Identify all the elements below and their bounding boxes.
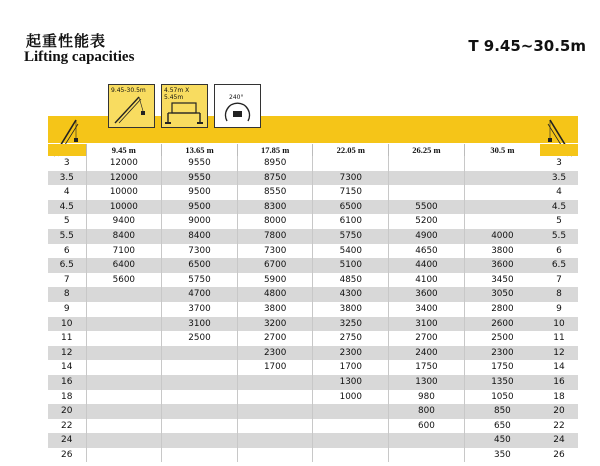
capacity-cell xyxy=(313,419,389,434)
capacity-cell: 6500 xyxy=(162,258,238,273)
table-row xyxy=(48,156,578,171)
capacity-cell: 650 xyxy=(464,419,540,434)
radius-cell-right: 3.5 xyxy=(540,171,578,186)
radius-cell-left: 10 xyxy=(48,317,86,332)
capacity-cell xyxy=(86,448,162,463)
capacity-cell xyxy=(86,360,162,375)
table-row xyxy=(48,360,578,375)
radius-cell-right: 18 xyxy=(553,391,565,402)
capacity-cell: 12000 xyxy=(86,156,162,171)
capacity-cell: 2300 xyxy=(313,346,389,361)
capacity-cell: 5750 xyxy=(313,229,389,244)
radius-cell-left: 4 xyxy=(63,187,70,198)
title-en: Lifting capacities xyxy=(24,49,135,65)
radius-cell-left: 8 xyxy=(48,287,86,302)
capacity-cell: 450 xyxy=(464,433,540,448)
table-row xyxy=(48,448,578,463)
capacity-cell xyxy=(162,360,238,375)
capacity-cell: 3250 xyxy=(313,317,389,332)
capacity-cell: 1700 xyxy=(237,360,313,375)
capacity-cell: 3800 xyxy=(464,244,540,259)
capacity-cell xyxy=(389,448,465,463)
radius-cell-right: 10 xyxy=(540,317,578,332)
capacity-cell: 3700 xyxy=(162,302,238,317)
radius-cell-left: 16 xyxy=(48,375,86,390)
capacity-cell xyxy=(389,171,465,186)
capacity-cell: 600 xyxy=(389,419,465,434)
capacity-cell xyxy=(86,331,162,346)
capacity-cell: 2400 xyxy=(389,346,465,361)
capacity-cell: 1700 xyxy=(313,360,389,375)
capacity-cell: 6700 xyxy=(237,258,313,273)
capacity-cell xyxy=(162,433,238,448)
radius-cell-right: 20 xyxy=(540,404,578,419)
radius-cell-left: 9 xyxy=(63,303,70,314)
capacity-cell: 3450 xyxy=(464,273,540,288)
capacity-cell: 4900 xyxy=(389,229,465,244)
table-row xyxy=(48,302,578,317)
capacity-cell: 3800 xyxy=(313,302,389,317)
capacity-cell xyxy=(162,375,238,390)
capacity-cell xyxy=(86,375,162,390)
capacity-cell xyxy=(237,433,313,448)
radius-header-right xyxy=(540,144,578,156)
capacity-cell: 8000 xyxy=(237,214,313,229)
radius-cell-left: 14 xyxy=(61,362,73,373)
radius-cell-left: 3 xyxy=(63,158,70,168)
boom-length-label: 9.45-30.5m xyxy=(111,87,146,94)
capacity-cell: 7800 xyxy=(237,229,313,244)
radius-cell-right: 12 xyxy=(540,346,578,361)
capacity-cell xyxy=(86,433,162,448)
capacity-cell xyxy=(237,390,313,405)
capacity-cell xyxy=(389,156,465,171)
capacity-cell: 10000 xyxy=(86,185,162,200)
capacity-cell: 1750 xyxy=(389,360,465,375)
rotation-label: 240° xyxy=(229,94,244,101)
capacity-cell: 9550 xyxy=(162,171,238,186)
capacity-cell: 2700 xyxy=(237,331,313,346)
table-row xyxy=(48,419,578,434)
radius-cell-left: 22 xyxy=(61,420,73,431)
capacity-cell: 5500 xyxy=(389,200,465,215)
capacity-cell: 3200 xyxy=(237,317,313,332)
capacity-cell: 7300 xyxy=(162,244,238,259)
capacity-cell: 1750 xyxy=(464,360,540,375)
capacity-cell: 5900 xyxy=(237,273,313,288)
table-row xyxy=(48,200,578,215)
radius-cell-left: 5 xyxy=(63,216,70,227)
radius-cell-left: 11 xyxy=(61,333,73,344)
capacity-cell: 2750 xyxy=(313,331,389,346)
table-row xyxy=(48,229,578,244)
capacity-cell: 6400 xyxy=(86,258,162,273)
capacity-cell xyxy=(86,302,162,317)
table-row xyxy=(48,331,578,346)
capacity-cell: 3050 xyxy=(464,287,540,302)
capacity-cell xyxy=(162,390,238,405)
capacity-cell: 1350 xyxy=(464,375,540,390)
radius-cell-right: 11 xyxy=(553,333,565,344)
capacity-cell xyxy=(464,185,540,200)
capacity-cell xyxy=(86,390,162,405)
capacity-cell: 7300 xyxy=(313,171,389,186)
capacity-cell xyxy=(464,214,540,229)
capacity-cell xyxy=(237,404,313,419)
capacity-cell xyxy=(389,185,465,200)
table-row xyxy=(48,404,578,419)
capacity-cell xyxy=(464,200,540,215)
rotation-icon xyxy=(214,84,261,128)
capacity-cell: 2600 xyxy=(464,317,540,332)
capacity-cell: 9550 xyxy=(162,156,238,171)
capacity-cell: 8750 xyxy=(237,171,313,186)
radius-cell-left: 4.5 xyxy=(48,200,86,215)
capacity-cell xyxy=(162,346,238,361)
radius-cell-right: 5 xyxy=(556,216,562,227)
capacity-cell: 9000 xyxy=(162,214,238,229)
capacity-cell: 4000 xyxy=(464,229,540,244)
table-row xyxy=(48,390,578,405)
radius-header-left xyxy=(48,144,86,156)
capacity-cell: 1050 xyxy=(464,390,540,405)
capacity-cell: 3800 xyxy=(237,302,313,317)
capacity-cell xyxy=(237,448,313,463)
capacity-cell: 1300 xyxy=(389,375,465,390)
capacity-cell: 8400 xyxy=(162,229,238,244)
radius-cell-right: 26 xyxy=(553,449,565,460)
column-header: 22.05 m xyxy=(313,144,389,156)
column-header: 13.65 m xyxy=(162,144,238,156)
capacity-cell xyxy=(389,433,465,448)
capacity-cell: 4100 xyxy=(389,273,465,288)
radius-cell-right: 24 xyxy=(540,433,578,448)
capacity-cell: 8400 xyxy=(86,229,162,244)
radius-cell-right: 8 xyxy=(540,287,578,302)
capacity-cell xyxy=(313,404,389,419)
table-row xyxy=(48,185,578,200)
capacity-cell: 4700 xyxy=(162,287,238,302)
capacity-cell: 2300 xyxy=(464,346,540,361)
boom-length-header-row xyxy=(48,144,578,156)
capacity-cell xyxy=(86,346,162,361)
table-row xyxy=(48,346,578,361)
capacity-cell xyxy=(86,419,162,434)
radius-cell-left: 20 xyxy=(48,404,86,419)
capacity-cell: 1000 xyxy=(313,390,389,405)
radius-cell-left: 18 xyxy=(61,391,73,402)
capacity-cell: 10000 xyxy=(86,200,162,215)
capacity-cell: 5750 xyxy=(162,273,238,288)
capacity-cell: 350 xyxy=(464,448,540,463)
radius-cell-right: 22 xyxy=(553,420,565,431)
radius-cell-left: 6 xyxy=(63,245,70,256)
table-row xyxy=(48,171,578,186)
capacity-cell: 9400 xyxy=(86,214,162,229)
capacity-cell xyxy=(162,404,238,419)
capacity-cell: 6500 xyxy=(313,200,389,215)
capacity-cell: 5200 xyxy=(389,214,465,229)
capacity-cell: 3400 xyxy=(389,302,465,317)
capacity-cell: 2800 xyxy=(464,302,540,317)
capacity-cell: 2500 xyxy=(464,331,540,346)
column-header: 9.45 m xyxy=(86,144,162,156)
capacity-cell: 1300 xyxy=(313,375,389,390)
capacity-cell xyxy=(162,448,238,463)
table-row xyxy=(48,433,578,448)
capacity-cell: 12000 xyxy=(86,171,162,186)
capacity-cell: 7150 xyxy=(313,185,389,200)
capacity-cell xyxy=(162,419,238,434)
lifting-capacity-table xyxy=(48,144,578,462)
capacity-cell: 4300 xyxy=(313,287,389,302)
outrigger-icon xyxy=(161,84,208,128)
outrigger-label: 4.57m X 5.45m xyxy=(164,87,190,101)
capacity-cell: 4400 xyxy=(389,258,465,273)
capacity-cell xyxy=(237,375,313,390)
capacity-cell xyxy=(464,156,540,171)
capacity-cell: 3100 xyxy=(162,317,238,332)
table-row xyxy=(48,214,578,229)
capacity-cell: 980 xyxy=(389,390,465,405)
radius-cell-left: 3.5 xyxy=(48,171,86,186)
capacity-cell xyxy=(313,448,389,463)
radius-cell-right: 7 xyxy=(556,274,562,285)
capacity-cell: 3600 xyxy=(389,287,465,302)
capacity-cell: 5400 xyxy=(313,244,389,259)
title-cn: 起重性能表 xyxy=(26,32,107,50)
capacity-cell: 850 xyxy=(464,404,540,419)
capacity-cell: 7100 xyxy=(86,244,162,259)
radius-cell-right: 5.5 xyxy=(540,229,578,244)
capacity-cell: 9500 xyxy=(162,200,238,215)
capacity-cell: 800 xyxy=(389,404,465,419)
capacity-cell: 4650 xyxy=(389,244,465,259)
table-row xyxy=(48,244,578,259)
capacity-cell xyxy=(86,404,162,419)
radius-cell-right: 4 xyxy=(556,187,562,198)
capacity-cell: 8300 xyxy=(237,200,313,215)
capacity-cell: 9500 xyxy=(162,185,238,200)
capacity-cell: 4850 xyxy=(313,273,389,288)
capacity-cell xyxy=(313,156,389,171)
capacity-cell: 2500 xyxy=(162,331,238,346)
capacity-cell: 3600 xyxy=(464,258,540,273)
capacity-cell: 3100 xyxy=(389,317,465,332)
table-row xyxy=(48,287,578,302)
capacity-cell: 8550 xyxy=(237,185,313,200)
radius-cell-left: 26 xyxy=(61,449,73,460)
radius-cell-right: 14 xyxy=(553,362,565,373)
radius-cell-left: 7 xyxy=(63,274,70,285)
capacity-cell: 8950 xyxy=(237,156,313,171)
table-row xyxy=(48,258,578,273)
table-row xyxy=(48,375,578,390)
radius-cell-right: 16 xyxy=(540,375,578,390)
radius-cell-left: 12 xyxy=(48,346,86,361)
capacity-cell: 2700 xyxy=(389,331,465,346)
capacity-cell xyxy=(313,433,389,448)
capacity-cell xyxy=(86,317,162,332)
boom-length-icon xyxy=(108,84,155,128)
radius-cell-left: 6.5 xyxy=(48,258,86,273)
radius-cell-left: 5.5 xyxy=(48,229,86,244)
capacity-cell: 2300 xyxy=(237,346,313,361)
radius-cell-left: 24 xyxy=(48,433,86,448)
radius-cell-right: 6.5 xyxy=(540,258,578,273)
capacity-cell xyxy=(464,171,540,186)
capacity-cell xyxy=(237,419,313,434)
radius-cell-right: 3 xyxy=(556,158,562,168)
radius-cell-right: 9 xyxy=(556,303,562,314)
column-header: 30.5 m xyxy=(464,144,540,156)
capacity-cell xyxy=(86,287,162,302)
capacity-cell: 6100 xyxy=(313,214,389,229)
column-header: 17.85 m xyxy=(237,144,313,156)
capacity-cell: 5600 xyxy=(86,273,162,288)
column-header: 26.25 m xyxy=(389,144,465,156)
capacity-cell: 7300 xyxy=(237,244,313,259)
capacity-cell: 4800 xyxy=(237,287,313,302)
table-row xyxy=(48,317,578,332)
boom-range-title: T 9.45~30.5m xyxy=(468,37,586,55)
radius-cell-right: 4.5 xyxy=(540,200,578,215)
capacity-cell: 5100 xyxy=(313,258,389,273)
radius-cell-right: 6 xyxy=(556,245,562,256)
table-row xyxy=(48,273,578,288)
